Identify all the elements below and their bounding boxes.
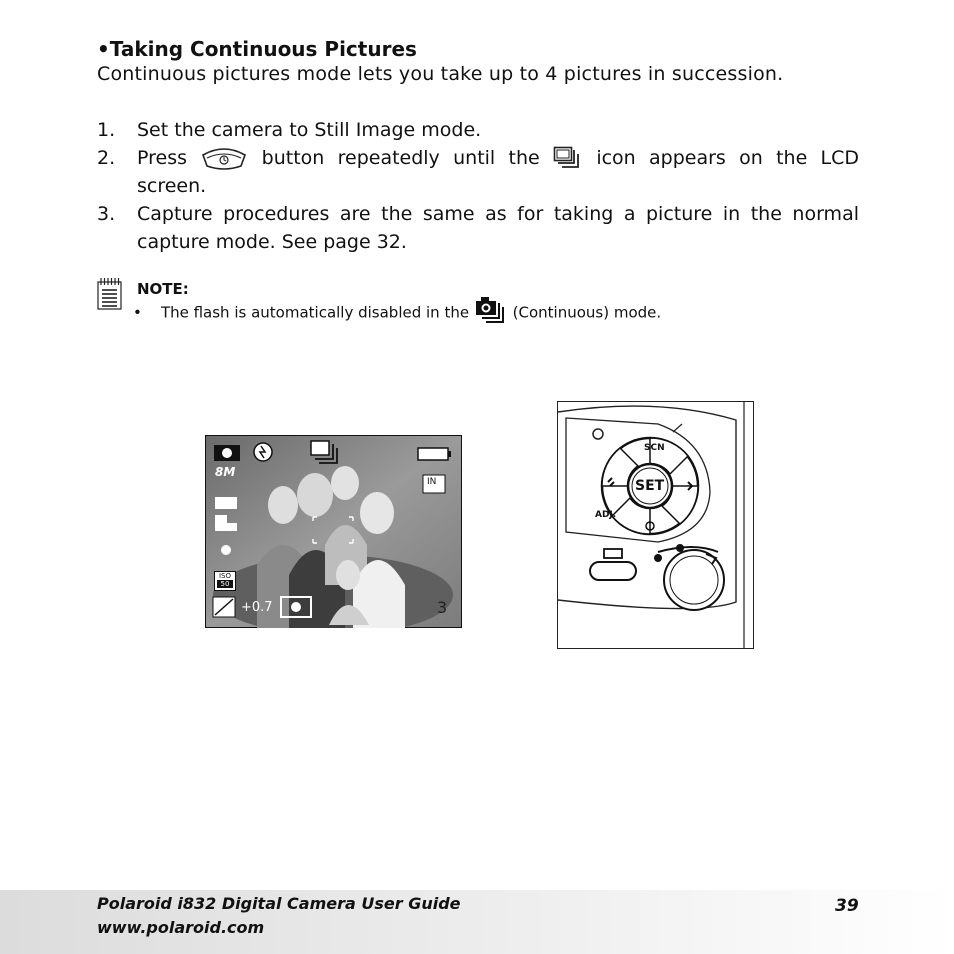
set-label: SET (635, 478, 665, 494)
step-text-line1: Capture procedures are the same as for taking a picture in the normal (137, 203, 859, 225)
step-number: 1. (97, 119, 116, 141)
camera-body (558, 402, 753, 648)
step-text (137, 144, 859, 172)
section-intro: Continuous pictures mode lets you take up to 4 pictures in succession. (97, 63, 784, 85)
lcd-preview (205, 435, 462, 628)
memory-label: IN (427, 477, 437, 487)
shots-remaining: 3 (437, 598, 448, 617)
note-text-after: (Continuous) mode. (512, 303, 662, 322)
step-text-b: button repeatedly until the (261, 147, 540, 169)
page-number: 39 (835, 896, 859, 916)
camera-back-illustration (557, 401, 754, 649)
continuous-frames-icon (553, 146, 583, 172)
step-text-a: Press (137, 147, 188, 169)
iso-badge (214, 571, 236, 591)
step-number: 2. (97, 147, 116, 169)
step-text-line2: capture mode. See page 32. (137, 231, 407, 253)
scn-label: SCN (644, 443, 665, 453)
self-timer-burst-button-icon (200, 146, 248, 172)
iso-value: 50 (217, 580, 233, 588)
notepad-icon (97, 277, 123, 311)
footer-left (97, 892, 461, 940)
section-title: •Taking Continuous Pictures (97, 37, 417, 61)
step-number: 3. (97, 203, 116, 225)
bullet: • (133, 303, 142, 322)
image-size-label: 8M (215, 465, 236, 479)
note-item (133, 301, 661, 325)
guide-title: Polaroid i832 Digital Camera User Guide (97, 894, 461, 913)
iso-label: ISO (218, 572, 232, 580)
step-text-d: screen. (137, 175, 207, 197)
website-link[interactable]: www.polaroid.com (97, 918, 265, 937)
exposure-value: +0.7 (241, 600, 273, 615)
note-label: NOTE: (137, 280, 189, 298)
step-text: Set the camera to Still Image mode. (137, 119, 482, 141)
adj-label: ADJ. (595, 510, 617, 520)
step-text-c: icon appears on the LCD (596, 147, 860, 169)
continuous-camera-icon (474, 293, 508, 325)
note-text-before: The flash is automatically disabled in the (160, 303, 470, 322)
